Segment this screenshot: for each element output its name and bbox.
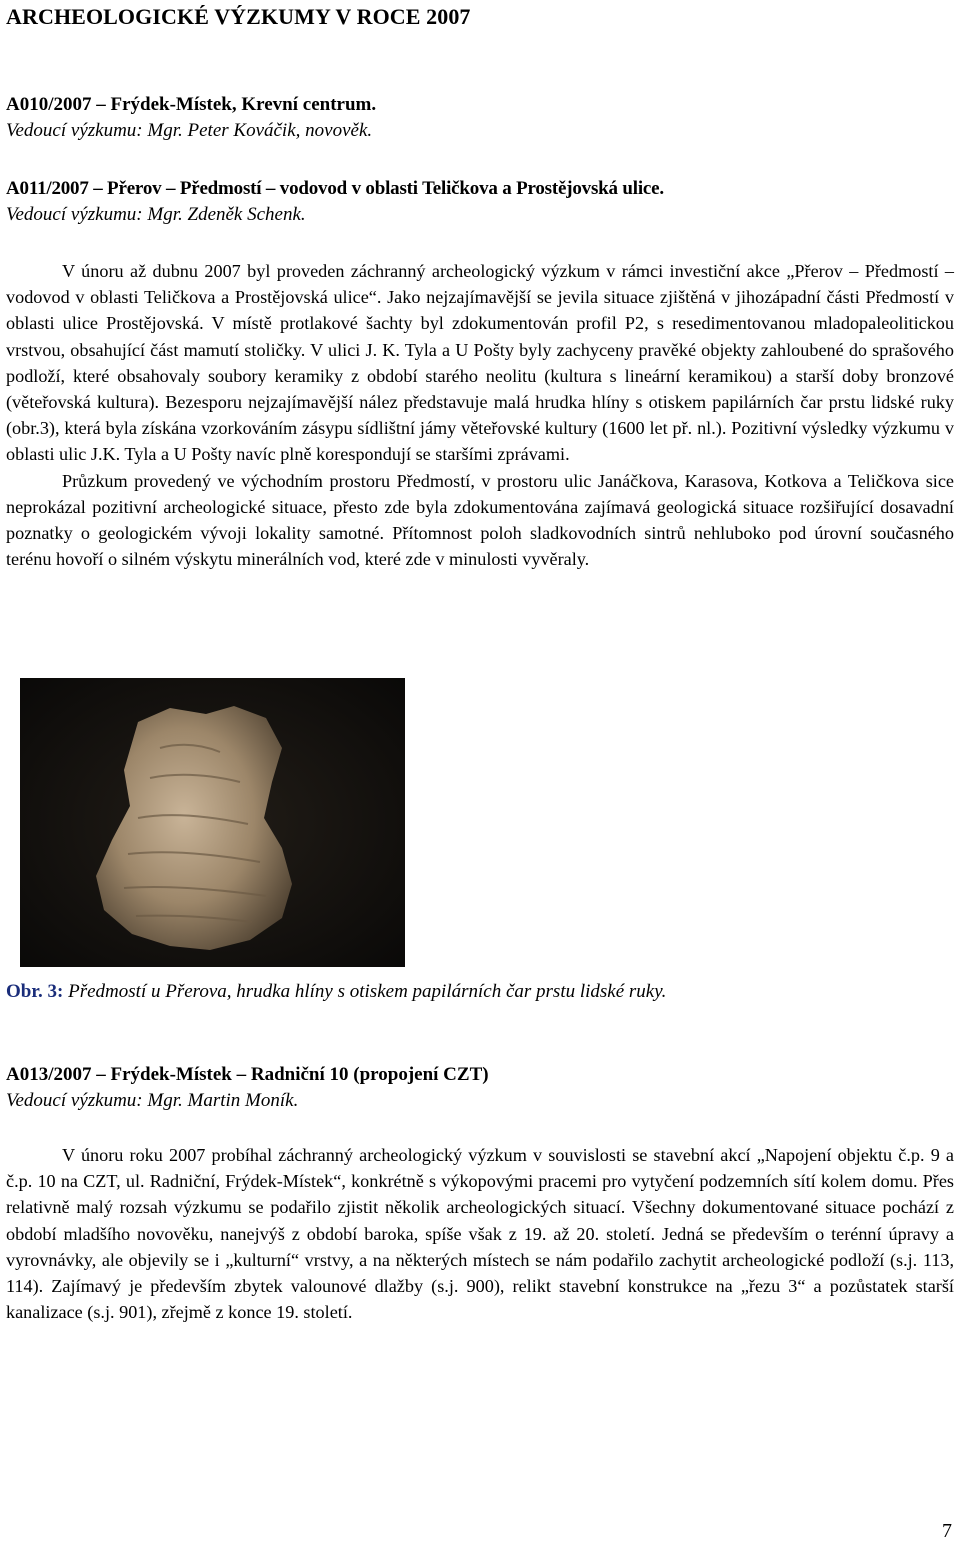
paragraph: Průzkum provedený ve východním prostoru Předmostí, v prostoru ulic Janáčkova, Karasova, Kotkova a Teličkova sice neprokázal pozitivní archeologické situace, přesto zde byla zdokumentována zajímavá geologická situace rozšiřující dosavadní poznatky o geologickém vývoji lokality samotné. Přítomnost poloh sladkovodních sintrů nehluboko pod úrovní současného terénu hovoří o silném výskytu minerálních vod, které zde v minulosti vyvěraly. <box>6 470 954 570</box>
entry-heading: A010/2007 – Frýdek-Místek, Krevní centrum. <box>6 94 377 115</box>
entry-heading: A013/2007 – Frýdek-Místek – Radniční 10 (propojení CZT) <box>6 1064 489 1085</box>
page-number: 7 <box>942 1520 952 1542</box>
figure-label: Obr. 3: <box>6 981 64 1002</box>
paragraph: V únoru až dubnu 2007 byl proveden záchranný archeologický výzkum v rámci investiční akce „Přerov – Předmostí – vodovod v oblasti Teličkova a Prostějovská ulice“. Jako nejzajímavější se jevila situace zjištěná v jihozápadní části Předmostí v oblasti ulice Prostějovská. V místě protlakové šachty byl zdokumentován profil P2, s resedimentovanou mladopaleolitickou vrstvou, obsahující část mamutí stoličky. V ulici J. K. Tyla a U Pošty byly zachyceny pravěké objekty zahloubené do sprašového podloží, které obsahovaly soubory keramiky z období starého neolitu (kultura s lineární keramikou) a starší doby bronzové (věteřovská kultura). Bezesporu nejzajímavější nález představuje malá hrudka hlíny s otiskem papilárních čar prstu lidské ruky (obr.3), která byla získána vzorkováním zásypu sídlištní jámy věteřovské kultury (1600 let př. nl.). Pozitivní výsledky výzkumu v oblasti ulic J.K. Tyla a U Pošty navíc plně korespondují se staršími zprávami. <box>6 261 954 465</box>
page-title: ARCHEOLOGICKÉ VÝZKUMY V ROCE 2007 <box>6 4 471 29</box>
entry-a013 <box>6 1062 954 1114</box>
figure-photo <box>20 678 405 967</box>
entry-heading: A011/2007 – Přerov – Předmostí – vodovod v oblasti Teličkova a Prostějovská ulice. <box>6 178 664 199</box>
entry-a011-body <box>6 258 954 572</box>
figure-caption <box>6 981 666 1003</box>
paragraph: V únoru roku 2007 probíhal záchranný archeologický výzkum v souvislosti se stavební akcí „Napojení objektu č.p. 9 a č.p. 10 na CZT, ul. Radniční, Frýdek-Místek“, konkrétně s výkopovými pracemi pro vytyčení podzemních sítí kolem domu. Přes relativně malý rozsah výzkumu se podařilo zjistit několik archeologických situací. Všechny dokumentované situace pochází z období mladšího novověku, nanejvýš z období baroka, spíše však z 19. až 20. století. Jedná se především o terénní úpravy a vyrovnávky, ale objevily se i „kulturní“ vrstvy, a na některých místech se nám podařilo zachytit archeologické podloží (s.j. 113, 114). Zajímavý je především zbytek valounové dlažby (s.j. 900), relikt stavební konstrukce na „řezu 3“ a pozůstatek starší kanalizace (s.j. 901), zřejmě z konce 19. století. <box>6 1145 954 1323</box>
entry-leader: Vedoucí výzkumu: Mgr. Martin Moník. <box>6 1090 299 1111</box>
entry-leader: Vedoucí výzkumu: Mgr. Zdeněk Schenk. <box>6 204 306 225</box>
entry-a010 <box>6 92 954 144</box>
entry-leader: Vedoucí výzkumu: Mgr. Peter Kováčik, novověk. <box>6 120 373 141</box>
clay-lump-image <box>20 678 405 967</box>
figure-caption-text: Předmostí u Přerova, hrudka hlíny s otiskem papilárních čar prstu lidské ruky. <box>68 981 667 1002</box>
entry-a011 <box>6 176 954 228</box>
entry-a013-body <box>6 1142 954 1325</box>
